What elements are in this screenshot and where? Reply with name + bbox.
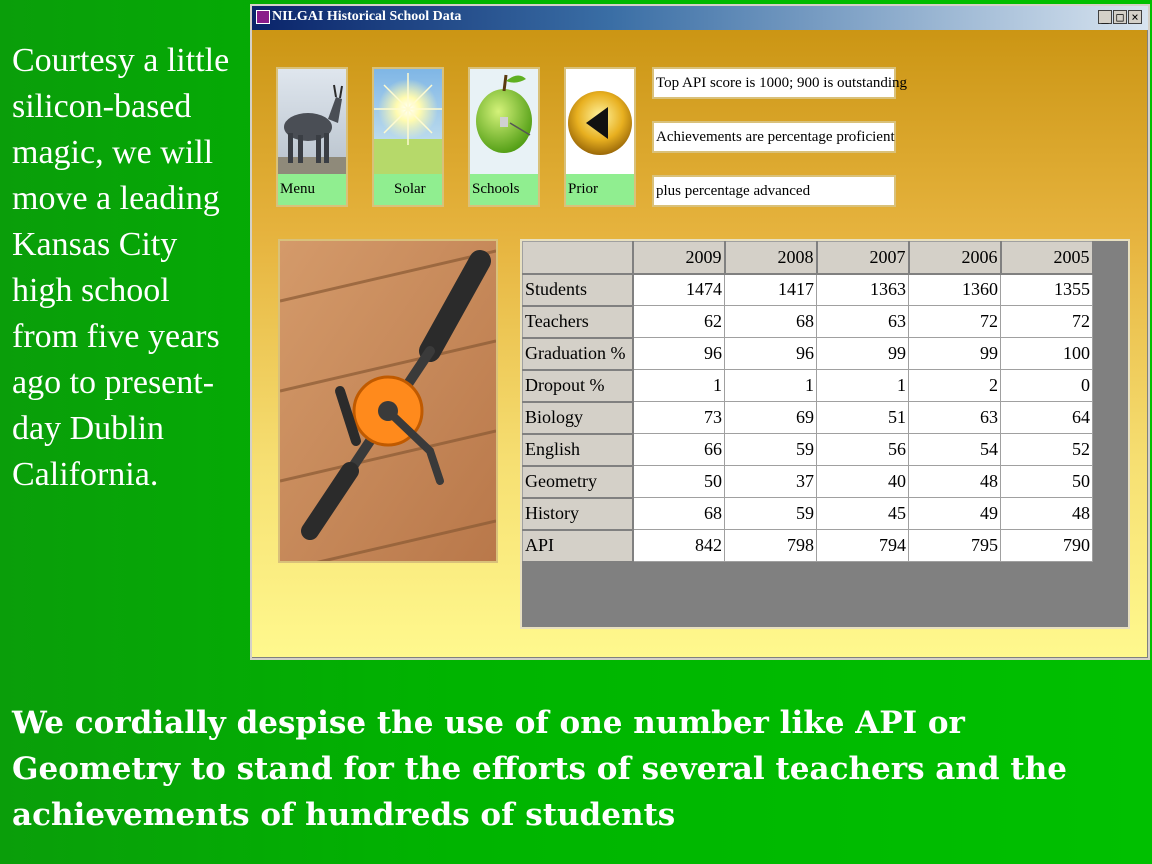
nav-prior-button[interactable]: [564, 67, 636, 207]
table-cell[interactable]: 68: [725, 306, 817, 338]
table-row: [523, 466, 1093, 498]
column-header[interactable]: 2007: [817, 242, 909, 274]
sun-icon: [374, 69, 442, 174]
table-cell[interactable]: 68: [633, 498, 725, 530]
column-header[interactable]: 2006: [909, 242, 1001, 274]
nav-label: Schools: [470, 174, 538, 205]
table-cell[interactable]: 50: [633, 466, 725, 498]
row-header[interactable]: Teachers: [523, 306, 633, 338]
table-cell[interactable]: 798: [725, 530, 817, 562]
table-cell[interactable]: 63: [909, 402, 1001, 434]
app-window: [250, 4, 1150, 660]
table-row: [523, 338, 1093, 370]
row-header[interactable]: Biology: [523, 402, 633, 434]
table-cell[interactable]: 99: [817, 338, 909, 370]
grid-header-row: [523, 242, 1093, 274]
row-header[interactable]: Dropout %: [523, 370, 633, 402]
table-cell[interactable]: 48: [909, 466, 1001, 498]
table-cell[interactable]: 59: [725, 498, 817, 530]
table-cell[interactable]: 1360: [909, 274, 1001, 306]
table-cell[interactable]: 1: [633, 370, 725, 402]
table-cell[interactable]: 64: [1001, 402, 1093, 434]
table-cell[interactable]: 790: [1001, 530, 1093, 562]
table-cell[interactable]: 48: [1001, 498, 1093, 530]
window-controls: [1098, 10, 1142, 24]
table-cell[interactable]: 1: [725, 370, 817, 402]
table-cell[interactable]: 1: [817, 370, 909, 402]
table-cell[interactable]: 72: [1001, 306, 1093, 338]
info-achievements: Achievements are percentage proficient: [652, 121, 896, 153]
column-header[interactable]: 2008: [725, 242, 817, 274]
table-cell[interactable]: 100: [1001, 338, 1093, 370]
row-header[interactable]: History: [523, 498, 633, 530]
table-row: [523, 306, 1093, 338]
table-cell[interactable]: 52: [1001, 434, 1093, 466]
table-cell[interactable]: 0: [1001, 370, 1093, 402]
minimize-button[interactable]: _: [1098, 10, 1112, 24]
table-cell[interactable]: 50: [1001, 466, 1093, 498]
grid-corner: [523, 242, 633, 274]
table-cell[interactable]: 99: [909, 338, 1001, 370]
table-cell[interactable]: 1474: [633, 274, 725, 306]
column-header[interactable]: 2005: [1001, 242, 1093, 274]
nav-menu-button[interactable]: [276, 67, 348, 207]
row-header[interactable]: Geometry: [523, 466, 633, 498]
table-row: [523, 498, 1093, 530]
maximize-button[interactable]: □: [1113, 10, 1127, 24]
title-bar[interactable]: [252, 6, 1148, 30]
table-cell[interactable]: 40: [817, 466, 909, 498]
table-row: [523, 530, 1093, 562]
table-cell[interactable]: 73: [633, 402, 725, 434]
table-cell[interactable]: 795: [909, 530, 1001, 562]
nilgai-antelope-icon: [278, 69, 346, 174]
table-cell[interactable]: 49: [909, 498, 1001, 530]
column-header[interactable]: 2009: [633, 242, 725, 274]
table-cell[interactable]: 63: [817, 306, 909, 338]
table-cell[interactable]: 96: [725, 338, 817, 370]
table-cell[interactable]: 66: [633, 434, 725, 466]
close-button[interactable]: ×: [1128, 10, 1142, 24]
school-data-grid: [520, 239, 1130, 629]
row-header[interactable]: API: [523, 530, 633, 562]
table-cell[interactable]: 56: [817, 434, 909, 466]
nav-solar-button[interactable]: [372, 67, 444, 207]
table-cell[interactable]: 1417: [725, 274, 817, 306]
table-cell[interactable]: 69: [725, 402, 817, 434]
table-cell[interactable]: 59: [725, 434, 817, 466]
table-cell[interactable]: 842: [633, 530, 725, 562]
table-row: [523, 434, 1093, 466]
table-cell[interactable]: 62: [633, 306, 725, 338]
nav-label: Menu: [278, 174, 346, 205]
table-cell[interactable]: 72: [909, 306, 1001, 338]
table-cell[interactable]: 37: [725, 466, 817, 498]
nav-schools-button[interactable]: [468, 67, 540, 207]
table-cell[interactable]: 96: [633, 338, 725, 370]
info-advanced: plus percentage advanced: [652, 175, 896, 207]
info-api-score: Top API score is 1000; 900 is outstanding: [652, 67, 896, 99]
nav-label: Prior: [566, 174, 634, 205]
table-cell[interactable]: 45: [817, 498, 909, 530]
row-header[interactable]: Graduation %: [523, 338, 633, 370]
table-cell[interactable]: 54: [909, 434, 1001, 466]
back-arrow-icon: [566, 69, 634, 174]
window-title: NILGAI Historical School Data: [272, 9, 462, 24]
row-header[interactable]: Students: [523, 274, 633, 306]
table-row: [523, 402, 1093, 434]
table-cell[interactable]: 2: [909, 370, 1001, 402]
nav-label: Solar: [374, 174, 442, 205]
table-row: [523, 274, 1093, 306]
table-cell[interactable]: 794: [817, 530, 909, 562]
table-row: [523, 370, 1093, 402]
app-icon: [256, 10, 270, 24]
side-caption: Courtesy a little silicon-based magic, we will move a leading Kansas City high school from five years ago to present-day Dublin California.: [12, 42, 230, 493]
apple-icon: [470, 69, 538, 174]
bottom-caption: We cordially despise the use of one number like API or Geometry to stand for the efforts of several teachers and the achievements of hundreds of students: [12, 705, 1067, 833]
row-header[interactable]: English: [523, 434, 633, 466]
table-cell[interactable]: 1355: [1001, 274, 1093, 306]
table-cell[interactable]: 51: [817, 402, 909, 434]
hand-drill-photo: [278, 239, 498, 563]
table-cell[interactable]: 1363: [817, 274, 909, 306]
